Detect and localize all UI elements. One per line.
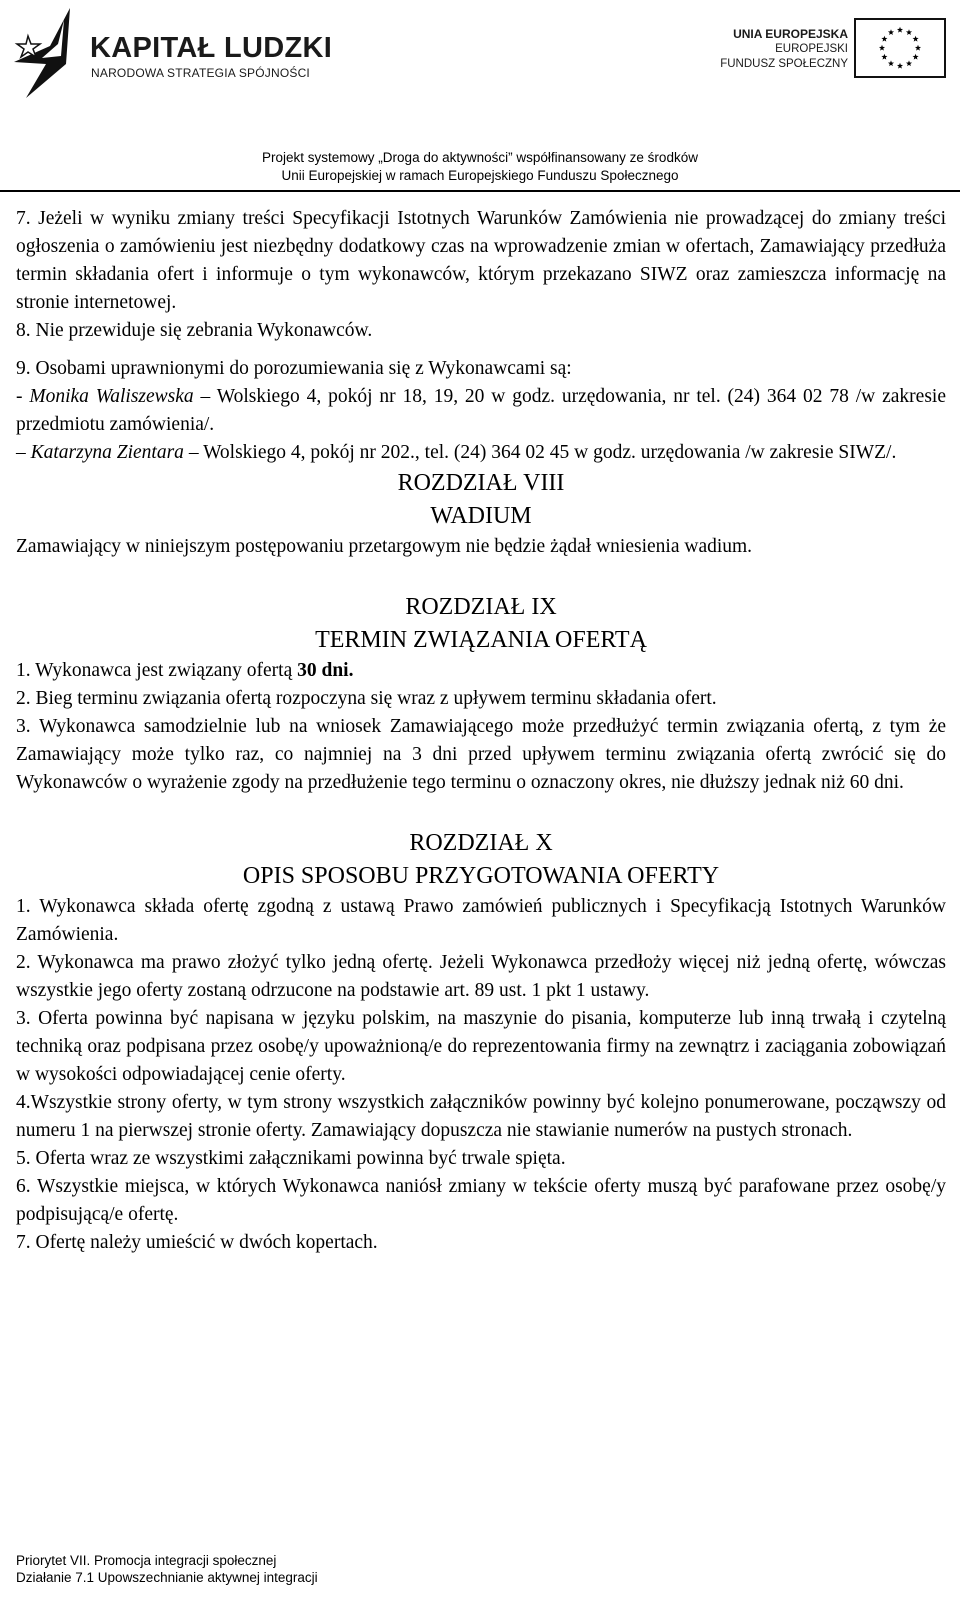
- section-9-point-1: [16, 657, 946, 685]
- document-body: [16, 205, 946, 1257]
- section-9-point-1-bold: 30 dni.: [297, 660, 354, 681]
- section-8-text: Zamawiający w niniejszym postępowaniu przetargowym nie będzie żądał wniesienia wadium.: [16, 536, 753, 557]
- eu-text-block: [720, 26, 848, 72]
- section-10-point-5: 5. Oferta wraz ze wszystkimi załącznikami powinna być trwale spięta.: [16, 1148, 566, 1169]
- eu-flag-icon: [854, 18, 946, 78]
- section-10-heading: ROZDZIAŁ X: [409, 830, 553, 856]
- paragraph-8: 8. Nie przewiduje się zebrania Wykonawców.: [16, 320, 373, 341]
- contact-1: [16, 383, 946, 439]
- section-9-point-2: 2. Bieg terminu związania ofertą rozpoczyna się wraz z upływem terminu składania ofert.: [16, 688, 717, 709]
- contact-2: [16, 439, 946, 467]
- logo-title: KAPITAŁ LUDZKI: [90, 32, 333, 64]
- contact-1-prefix: -: [16, 386, 30, 407]
- contact-1-details: – Wolskiego 4, pokój nr 18, 19, 20 w godz. urzędowania, nr tel. (24) 364 02 78 /w zakresie przedmiotu zamówienia/.: [16, 386, 946, 435]
- section-9-heading: ROZDZIAŁ IX: [405, 594, 557, 620]
- project-line-2: Unii Europejskiej w ramach Europejskiego Funduszu Społecznego: [281, 168, 679, 183]
- contact-2-name: Katarzyna Zientara: [30, 442, 184, 463]
- eu-line-1: UNIA EUROPEJSKA: [733, 27, 848, 41]
- section-10-point-4: 4.Wszystkie strony oferty, w tym strony wszystkich załączników powinny być kolejno ponumerowane, począwszy od numeru 1 na pierwszej stronie oferty. Zamawiający dopuszcza nie stawianie numerów na pustych stronach.: [16, 1092, 946, 1141]
- section-10-point-6: 6. Wszystkie miejsca, w których Wykonawca naniósł zmiany w tekście oferty muszą być parafowane przez osobę/y podpisującą/e ofertę.: [16, 1176, 946, 1225]
- logo-subtitle: NARODOWA STRATEGIA SPÓJNOŚCI: [91, 66, 310, 80]
- eu-line-2: EUROPEJSKI: [775, 43, 848, 55]
- footer-line-1: Priorytet VII. Promocja integracji społecznej: [16, 1553, 277, 1568]
- footer-line-2: Działanie 7.1 Upowszechnianie aktywnej integracji: [16, 1570, 318, 1585]
- section-8-heading: ROZDZIAŁ VIII: [397, 470, 565, 496]
- section-10-point-3: 3. Oferta powinna być napisana w języku polskim, na maszynie do pisania, komputerze lub inną trwałą i czytelną techniką oraz podpisana przez osobę/y upoważnioną/e do reprezentowania firmy na zewnątrz i zaciągania zobowiązań w wysokości odpowiadającej cenie oferty.: [16, 1008, 946, 1085]
- project-line-1: Projekt systemowy „Droga do aktywności” współfinansowany ze środków: [262, 150, 698, 165]
- section-10-point-2: 2. Wykonawca ma prawo złożyć tylko jedną ofertę. Jeżeli Wykonawca przedłoży więcej niż jedną ofertę, wówczas wszystkie jego oferty zostaną odrzucone na podstawie art. 89 ust. 1 pkt 1 ustawy.: [16, 952, 946, 1001]
- section-9-point-1-text: 1. Wykonawca jest związany ofertą: [16, 660, 298, 681]
- page-header: [0, 0, 960, 196]
- section-9-point-3: 3. Wykonawca samodzielnie lub na wniosek Zamawiającego może przedłużyć termin związania ofertą, z tym że Zamawiający może tylko raz, co najmniej na 3 dni przed upływem terminu związania ofertą zwrócić się do Wykonawców o wyrażenie zgody na przedłużenie tego terminu o oznaczony okres, nie dłuższy jednak niż 60 dni.: [16, 716, 946, 793]
- section-9-title: TERMIN ZWIĄZANIA OFERTĄ: [315, 627, 647, 653]
- page-footer: [16, 1552, 318, 1586]
- contact-2-details: – Wolskiego 4, pokój nr 202., tel. (24) 364 02 45 w godz. urzędowania /w zakresie SIWZ/.: [183, 442, 897, 463]
- contact-1-name: Monika Waliszewska: [29, 386, 194, 407]
- contact-2-prefix: –: [16, 442, 31, 463]
- section-8-title: WADIUM: [430, 503, 532, 529]
- section-10-point-7: 7. Ofertę należy umieścić w dwóch kopertach.: [16, 1232, 378, 1253]
- project-info: [0, 149, 960, 185]
- paragraph-9: 9. Osobami uprawnionymi do porozumiewania się z Wykonawcami są:: [16, 358, 572, 379]
- section-10-point-1: 1. Wykonawca składa ofertę zgodną z ustawą Prawo zamówień publicznych i Specyfikacją Istotnych Warunków Zamówienia.: [16, 896, 946, 945]
- eu-line-3: FUNDUSZ SPOŁECZNY: [720, 58, 848, 70]
- paragraph-7: 7. Jeżeli w wyniku zmiany treści Specyfikacji Istotnych Warunków Zamówienia nie prowadzącej do zmiany treści ogłoszenia o zamówieniu jest niezbędny dodatkowy czas na wprowadzenie zmian w ofertach, Zamawiający przedłuża termin składania ofert i informuje o tym wykonawców, którym przekazano SIWZ oraz zamieszcza informację na stronie internetowej.: [16, 208, 946, 313]
- header-divider: [0, 190, 960, 192]
- section-10-title: OPIS SPOSOBU PRZYGOTOWANIA OFERTY: [242, 863, 720, 889]
